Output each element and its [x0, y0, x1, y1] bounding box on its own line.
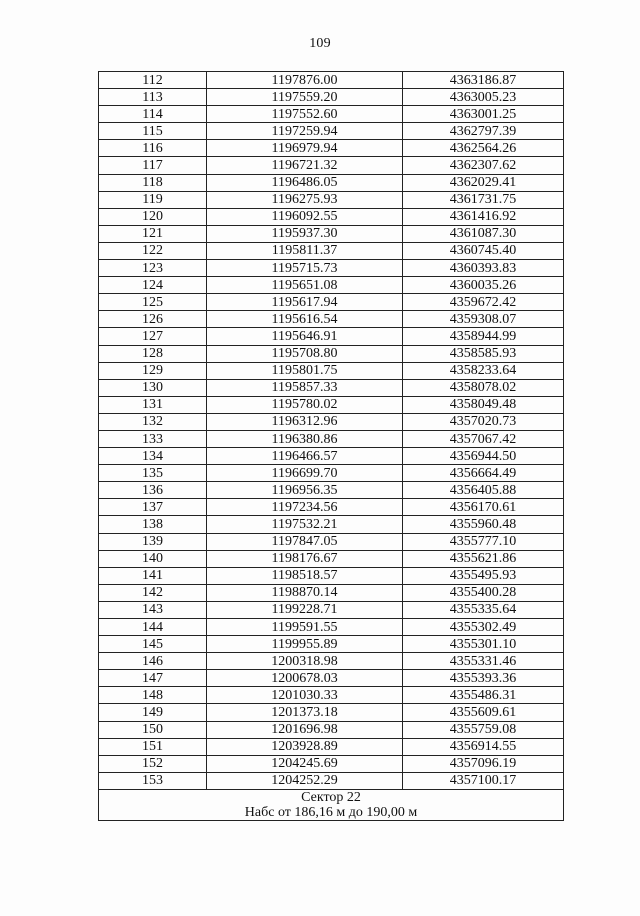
x-coordinate-cell: 1195801.75 — [207, 362, 403, 379]
point-number-cell: 134 — [99, 448, 207, 465]
table-row — [99, 260, 564, 277]
point-number-cell: 131 — [99, 396, 207, 413]
x-coordinate-cell: 1195811.37 — [207, 242, 403, 259]
y-coordinate-cell: 4359308.07 — [403, 311, 564, 328]
y-coordinate-cell: 4362307.62 — [403, 157, 564, 174]
point-number-cell: 126 — [99, 311, 207, 328]
y-coordinate-cell: 4355393.36 — [403, 670, 564, 687]
table-row — [99, 379, 564, 396]
page-number: 109 — [309, 36, 331, 51]
table-row — [99, 550, 564, 567]
table-row — [99, 225, 564, 242]
y-coordinate-cell: 4358944.99 — [403, 328, 564, 345]
table-row — [99, 72, 564, 89]
table-row — [99, 242, 564, 259]
y-coordinate-cell: 4356914.55 — [403, 738, 564, 755]
table-row — [99, 413, 564, 430]
y-coordinate-cell: 4361731.75 — [403, 191, 564, 208]
point-number-cell: 139 — [99, 533, 207, 550]
y-coordinate-cell: 4355302.49 — [403, 619, 564, 636]
point-number-cell: 147 — [99, 670, 207, 687]
y-coordinate-cell: 4356405.88 — [403, 482, 564, 499]
x-coordinate-cell: 1199955.89 — [207, 636, 403, 653]
y-coordinate-cell: 4357096.19 — [403, 755, 564, 772]
point-number-cell: 138 — [99, 516, 207, 533]
x-coordinate-cell: 1195646.91 — [207, 328, 403, 345]
x-coordinate-cell: 1196312.96 — [207, 413, 403, 430]
point-number-cell: 112 — [99, 72, 207, 89]
x-coordinate-cell: 1195708.80 — [207, 345, 403, 362]
y-coordinate-cell: 4363001.25 — [403, 106, 564, 123]
point-number-cell: 150 — [99, 721, 207, 738]
table-row — [99, 106, 564, 123]
point-number-cell: 115 — [99, 123, 207, 140]
table-row — [99, 567, 564, 584]
table-row — [99, 619, 564, 636]
x-coordinate-cell: 1199591.55 — [207, 619, 403, 636]
point-number-cell: 113 — [99, 89, 207, 106]
y-coordinate-cell: 4355486.31 — [403, 687, 564, 704]
point-number-cell: 149 — [99, 704, 207, 721]
x-coordinate-cell: 1203928.89 — [207, 738, 403, 755]
x-coordinate-cell: 1196956.35 — [207, 482, 403, 499]
point-number-cell: 141 — [99, 567, 207, 584]
table-row — [99, 362, 564, 379]
point-number-cell: 114 — [99, 106, 207, 123]
x-coordinate-cell: 1197876.00 — [207, 72, 403, 89]
point-number-cell: 129 — [99, 362, 207, 379]
table-row — [99, 294, 564, 311]
table-row — [99, 465, 564, 482]
point-number-cell: 146 — [99, 653, 207, 670]
x-coordinate-cell: 1196380.86 — [207, 430, 403, 447]
x-coordinate-cell: 1195937.30 — [207, 225, 403, 242]
point-number-cell: 119 — [99, 191, 207, 208]
x-coordinate-cell: 1201373.18 — [207, 704, 403, 721]
table-row — [99, 687, 564, 704]
x-coordinate-cell: 1195617.94 — [207, 294, 403, 311]
y-coordinate-cell: 4358233.64 — [403, 362, 564, 379]
x-coordinate-cell: 1195857.33 — [207, 379, 403, 396]
x-coordinate-cell: 1201696.98 — [207, 721, 403, 738]
x-coordinate-cell: 1200678.03 — [207, 670, 403, 687]
point-number-cell: 118 — [99, 174, 207, 191]
table-row — [99, 755, 564, 772]
y-coordinate-cell: 4358585.93 — [403, 345, 564, 362]
y-coordinate-cell: 4356664.49 — [403, 465, 564, 482]
point-number-cell: 153 — [99, 772, 207, 789]
y-coordinate-cell: 4362029.41 — [403, 174, 564, 191]
table-row — [99, 533, 564, 550]
x-coordinate-cell: 1195651.08 — [207, 277, 403, 294]
table-row — [99, 174, 564, 191]
y-coordinate-cell: 4362564.26 — [403, 140, 564, 157]
point-number-cell: 127 — [99, 328, 207, 345]
x-coordinate-cell: 1196466.57 — [207, 448, 403, 465]
x-coordinate-cell: 1199228.71 — [207, 601, 403, 618]
point-number-cell: 122 — [99, 242, 207, 259]
x-coordinate-cell: 1197259.94 — [207, 123, 403, 140]
table-row — [99, 738, 564, 755]
sector-footer-cell — [99, 789, 564, 820]
table-row — [99, 277, 564, 294]
y-coordinate-cell: 4361087.30 — [403, 225, 564, 242]
x-coordinate-cell: 1197552.60 — [207, 106, 403, 123]
point-number-cell: 151 — [99, 738, 207, 755]
point-number-cell: 132 — [99, 413, 207, 430]
table-row — [99, 772, 564, 789]
x-coordinate-cell: 1197532.21 — [207, 516, 403, 533]
point-number-cell: 120 — [99, 208, 207, 225]
table-row — [99, 123, 564, 140]
table-row — [99, 704, 564, 721]
x-coordinate-cell: 1195780.02 — [207, 396, 403, 413]
point-number-cell: 152 — [99, 755, 207, 772]
y-coordinate-cell: 4358078.02 — [403, 379, 564, 396]
y-coordinate-cell: 4356944.50 — [403, 448, 564, 465]
y-coordinate-cell: 4358049.48 — [403, 396, 564, 413]
table-row — [99, 157, 564, 174]
x-coordinate-cell: 1195715.73 — [207, 260, 403, 277]
y-coordinate-cell: 4355777.10 — [403, 533, 564, 550]
point-number-cell: 140 — [99, 550, 207, 567]
table-body — [99, 72, 564, 790]
table-row — [99, 311, 564, 328]
table-row — [99, 89, 564, 106]
x-coordinate-cell: 1204245.69 — [207, 755, 403, 772]
point-number-cell: 136 — [99, 482, 207, 499]
table-row — [99, 653, 564, 670]
y-coordinate-cell: 4355495.93 — [403, 567, 564, 584]
sector-title: Сектор 22 — [301, 789, 361, 805]
x-coordinate-cell: 1198176.67 — [207, 550, 403, 567]
y-coordinate-cell: 4359672.42 — [403, 294, 564, 311]
y-coordinate-cell: 4355759.08 — [403, 721, 564, 738]
point-number-cell: 123 — [99, 260, 207, 277]
y-coordinate-cell: 4360393.83 — [403, 260, 564, 277]
y-coordinate-cell: 4355335.64 — [403, 601, 564, 618]
x-coordinate-cell: 1196275.93 — [207, 191, 403, 208]
table-row — [99, 601, 564, 618]
table-row — [99, 328, 564, 345]
x-coordinate-cell: 1196699.70 — [207, 465, 403, 482]
y-coordinate-cell: 4355400.28 — [403, 584, 564, 601]
y-coordinate-cell: 4355609.61 — [403, 704, 564, 721]
table-row — [99, 670, 564, 687]
table-row — [99, 191, 564, 208]
point-number-cell: 116 — [99, 140, 207, 157]
x-coordinate-cell: 1200318.98 — [207, 653, 403, 670]
y-coordinate-cell: 4363005.23 — [403, 89, 564, 106]
x-coordinate-cell: 1197234.56 — [207, 499, 403, 516]
point-number-cell: 117 — [99, 157, 207, 174]
point-number-cell: 133 — [99, 430, 207, 447]
table-row — [99, 584, 564, 601]
x-coordinate-cell: 1198870.14 — [207, 584, 403, 601]
point-number-cell: 128 — [99, 345, 207, 362]
y-coordinate-cell: 4356170.61 — [403, 499, 564, 516]
table-row — [99, 482, 564, 499]
y-coordinate-cell: 4357020.73 — [403, 413, 564, 430]
x-coordinate-cell: 1204252.29 — [207, 772, 403, 789]
y-coordinate-cell: 4357067.42 — [403, 430, 564, 447]
x-coordinate-cell: 1198518.57 — [207, 567, 403, 584]
x-coordinate-cell: 1201030.33 — [207, 687, 403, 704]
x-coordinate-cell: 1196979.94 — [207, 140, 403, 157]
y-coordinate-cell: 4355301.10 — [403, 636, 564, 653]
x-coordinate-cell: 1197559.20 — [207, 89, 403, 106]
y-coordinate-cell: 4360745.40 — [403, 242, 564, 259]
point-number-cell: 135 — [99, 465, 207, 482]
y-coordinate-cell: 4355960.48 — [403, 516, 564, 533]
point-number-cell: 125 — [99, 294, 207, 311]
coordinates-table — [98, 71, 564, 821]
point-number-cell: 145 — [99, 636, 207, 653]
x-coordinate-cell: 1196721.32 — [207, 157, 403, 174]
sector-footer-row — [99, 789, 564, 820]
point-number-cell: 130 — [99, 379, 207, 396]
point-number-cell: 148 — [99, 687, 207, 704]
table-row — [99, 499, 564, 516]
table-row — [99, 448, 564, 465]
y-coordinate-cell: 4363186.87 — [403, 72, 564, 89]
x-coordinate-cell: 1195616.54 — [207, 311, 403, 328]
x-coordinate-cell: 1196092.55 — [207, 208, 403, 225]
y-coordinate-cell: 4355621.86 — [403, 550, 564, 567]
table-row — [99, 430, 564, 447]
x-coordinate-cell: 1197847.05 — [207, 533, 403, 550]
table-row — [99, 636, 564, 653]
point-number-cell: 124 — [99, 277, 207, 294]
y-coordinate-cell: 4357100.17 — [403, 772, 564, 789]
point-number-cell: 144 — [99, 619, 207, 636]
table-row — [99, 208, 564, 225]
x-coordinate-cell: 1196486.05 — [207, 174, 403, 191]
point-number-cell: 137 — [99, 499, 207, 516]
table-row — [99, 721, 564, 738]
point-number-cell: 121 — [99, 225, 207, 242]
y-coordinate-cell: 4360035.26 — [403, 277, 564, 294]
y-coordinate-cell: 4355331.46 — [403, 653, 564, 670]
table-row — [99, 345, 564, 362]
table-row — [99, 396, 564, 413]
y-coordinate-cell: 4361416.92 — [403, 208, 564, 225]
point-number-cell: 143 — [99, 601, 207, 618]
height-range: Набс от 186,16 м до 190,00 м — [244, 804, 418, 820]
table-row — [99, 140, 564, 157]
y-coordinate-cell: 4362797.39 — [403, 123, 564, 140]
table-row — [99, 516, 564, 533]
point-number-cell: 142 — [99, 584, 207, 601]
